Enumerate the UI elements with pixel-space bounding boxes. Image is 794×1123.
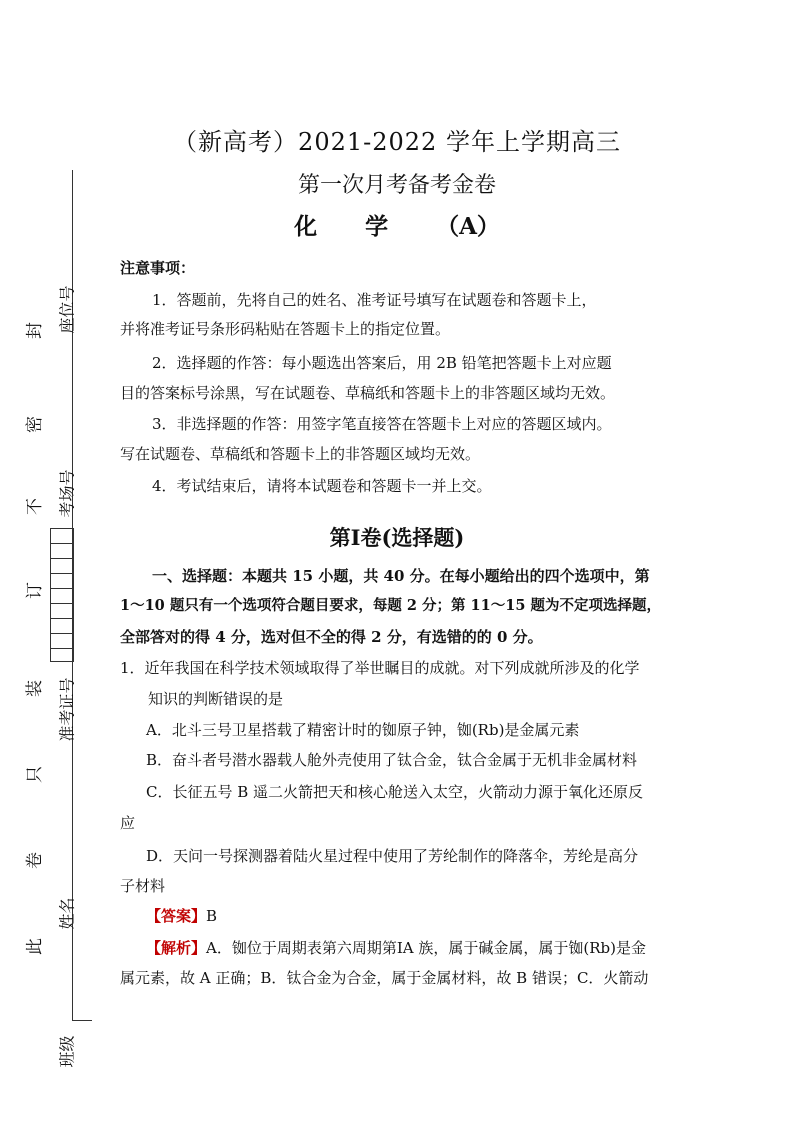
analysis-label: 【解析】	[146, 939, 207, 957]
notice-line: 并将准考证号条形码粘贴在答题卡上的指定位置。	[120, 320, 451, 338]
question-stem-line: 1．近年我国在科学技术领域取得了举世瞩目的成就。对下列成就所涉及的化学	[120, 659, 640, 677]
option-d: D．天问一号探测器着陆火星过程中使用了芳纶制作的降落伞，芳纶是高分	[146, 847, 639, 865]
seal-char-juan: 卷	[25, 852, 45, 869]
analysis-line: 属元素，故 A 正确；B．钛合金为合金，属于金属材料，故 B 错误；C．火箭动	[120, 969, 649, 987]
instruction-line: 1～10 题只有一个选项符合题目要求，每题 2 分；第 11～15 题为不定项选择题，	[120, 597, 661, 614]
notice-line: 2．选择题的作答：每小题选出答案后，用 2B 铅笔把答题卡上对应题	[152, 354, 612, 372]
field-label-room: 考场号	[57, 469, 77, 518]
seal-char-mi: 密	[25, 416, 45, 433]
field-label-seat: 座位号	[57, 285, 77, 334]
seal-char-bu: 不	[25, 498, 45, 515]
seal-char-feng: 封	[25, 322, 45, 339]
seal-char-ci: 此	[25, 938, 45, 955]
answer-value: B	[206, 907, 218, 925]
analysis-row	[146, 938, 646, 958]
field-label-name: 姓名	[57, 897, 77, 930]
notice-line: 目的答案标号涂黑，写在试题卷、草稿纸和答题卡上的非答题区域均无效。	[120, 384, 616, 402]
seal-char-zhi: 只	[25, 766, 45, 783]
seal-char-ding: 订	[25, 582, 45, 599]
answer-label: 【答案】	[146, 907, 207, 925]
answer-row	[146, 906, 217, 926]
instruction-line: 一、选择题：本题共 15 小题，共 40 分。在每小题给出的四个选项中，第	[152, 567, 650, 585]
analysis-line: A．铷位于周期表第六周期第ⅠA 族，属于碱金属，属于铷(Rb)是金	[206, 939, 646, 957]
notice-line: 3．非选择题的作答：用签字笔直接答在答题卡上对应的答题区域内。	[152, 415, 612, 433]
section-title: 第Ⅰ卷(选择题)	[329, 525, 465, 550]
exam-title-line2: 第一次月考备考金卷	[297, 173, 496, 198]
seal-char-zhuang: 装	[25, 680, 45, 697]
subject-variant: （A）	[436, 213, 500, 240]
binding-line-foot	[72, 1020, 92, 1021]
subject-char-2: 学	[365, 213, 389, 240]
notice-line: 1．答题前，先将自己的姓名、准考证号填写在试题卷和答题卡上，	[152, 291, 597, 309]
exam-title-line1: （新高考）2021-2022 学年上学期高三	[173, 128, 621, 156]
option-a: A．北斗三号卫星搭载了精密计时的铷原子钟，铷(Rb)是金属元素	[146, 721, 580, 739]
notice-line: 写在试题卷、草稿纸和答题卡上的非答题区域均无效。	[120, 445, 481, 463]
option-d-cont: 子材料	[120, 877, 166, 895]
option-c: C．长征五号 B 遥二火箭把天和核心舱送入太空，火箭动力源于氧化还原反	[146, 783, 644, 801]
field-label-class: 班级	[57, 1035, 77, 1068]
question-stem-line: 知识的判断错误的是	[148, 690, 284, 708]
notice-heading: 注意事项：	[120, 259, 196, 277]
option-c-cont: 应	[120, 814, 136, 832]
option-b: B．奋斗者号潜水器载人舱外壳使用了钛合金，钛合金属于无机非金属材料	[146, 751, 638, 769]
field-label-admission: 准考证号	[57, 677, 77, 742]
notice-line: 4．考试结束后，请将本试题卷和答题卡一并上交。	[152, 477, 492, 495]
instruction-line: 全部答对的得 4 分，选对但不全的得 2 分，有选错的的 0 分。	[120, 628, 543, 646]
subject-char-1: 化	[294, 213, 318, 240]
subject-title	[0, 208, 794, 241]
